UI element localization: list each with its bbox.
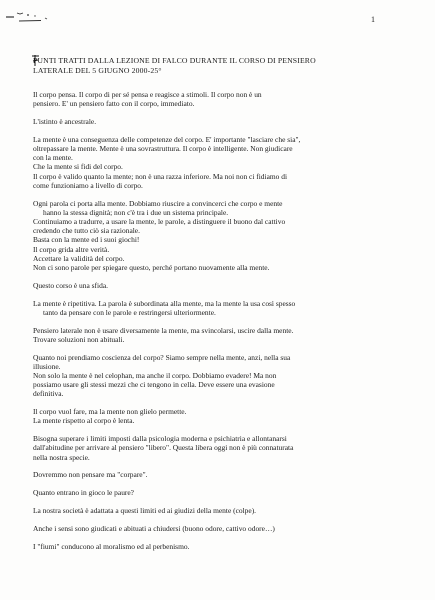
text-line: Quanto noi prendiamo coscienza del corpo? Siamo sempre nella mente, anzi, nella sua (33, 352, 291, 362)
text-line: I "fiumi" conducono al moralismo ed al perbenismo. (33, 541, 190, 551)
text-line: tanto da pensare con le parole e restringersi ulteriormente. (43, 307, 216, 317)
heading-line: PUNTI TRATTI DALLA LEZIONE DI FALCO DURANTE IL CORSO DI PENSIERO (33, 56, 316, 65)
paragraph (33, 90, 413, 108)
text-line: dall'abitudine per arrivare al pensiero "libero". Questa libera oggi non è più connaturata (33, 443, 294, 453)
text-line: Il corpo è valido quanto la mente; non è una razza inferiore. Ma noi non ci fidiamo di (33, 171, 288, 181)
text-line: Bisogna superare i limiti imposti dalla psicologia moderna e psichiatria e allontanarsi (33, 434, 287, 444)
text-line: La mente è una conseguenza delle competenze del corpo. E' importante "lasciare che sia", (33, 134, 301, 144)
text-line: Il corpo vuol fare, ma la mente non glielo permette. (33, 407, 187, 417)
page-number: 1 (371, 15, 375, 24)
paragraph (33, 524, 413, 533)
text-line: Ogni parola ci porta alla mente. Dobbiamo riuscire a convincerci che corpo e mente (33, 198, 283, 208)
text-line: Quanto entrano in gioco le paure? (33, 488, 134, 498)
paragraph (33, 117, 413, 126)
text-line: Il corpo pensa. Il corpo di per sé pensa e reagisce a stimoli. Il corpo non è un (33, 90, 262, 99)
text-line: La mente rispetto al corpo è lenta. (33, 416, 135, 426)
text-line: illusione. (33, 361, 61, 371)
text-line: Accettare la validità del corpo. (33, 253, 125, 263)
heading-line: LATERALE DEL 5 GIUGNO 2000-25° (33, 65, 162, 75)
paragraph (33, 506, 413, 515)
text-line: come funzioniamo a livello di corpo. (33, 180, 143, 190)
document-heading (33, 56, 393, 75)
text-line: Basta con la mente ed i suoi giochi! (33, 235, 140, 245)
text-line: oltrepassare la mente. Mente è una sovrastruttura. Il corpo è intelligente. Non giudicare (33, 144, 293, 153)
text-line: Anche i sensi sono giudicati e abituati a chiudersi (buono odore, cattivo odore…) (33, 523, 275, 533)
text-line: La mente è ripetitiva. La parola è subordinata alla mente, ma la mente la usa così spesso (33, 298, 296, 308)
text-line: con la mente. (33, 153, 73, 163)
paragraph (33, 135, 413, 190)
text-line: Trovare soluzioni non abituali. (33, 334, 125, 344)
text-line: Continuiamo a tradurre, a usare la mente, le parole, a distinguere il buono dal cattivo (33, 217, 286, 227)
text-line: Non solo la mente è nel celophan, ma anche il corpo. Dobbiamo evadere! Ma non (33, 371, 277, 381)
text-line: credendo che tutto ciò sia razionale. (33, 226, 140, 236)
text-line: Il corpo grida altre verità. (33, 244, 110, 254)
paragraph (33, 199, 413, 273)
paragraph (33, 542, 413, 551)
text-line: Pensiero laterale non è usare diversamente la mente, ma svincolarsi, uscire dalla mente. (33, 325, 294, 335)
text-line: Non ci sono parole per spiegare questo, perché portano nuovamente alla mente. (33, 263, 270, 273)
text-line: definitiva. (33, 389, 64, 399)
text-line: Dovremmo non pensare ma "corpare". (33, 470, 148, 480)
text-line: La nostra società è adattata a questi limiti ed ai giudizi della mente (colpe). (33, 506, 257, 516)
text-line: Che la mente si fidi del corpo. (33, 162, 123, 172)
paragraph (33, 326, 413, 344)
paragraph (33, 470, 413, 479)
paragraph (33, 281, 413, 290)
text-line: Questo corso è una sfida. (33, 280, 108, 290)
paragraph (33, 407, 413, 425)
document-body (33, 90, 413, 559)
scan-artifact-mark (5, 5, 75, 27)
text-line: L'istinto è ancestrale. (33, 117, 97, 126)
paragraph (33, 353, 413, 399)
paragraph (33, 488, 413, 497)
text-line: hanno la stessa dignità; non c'è tra i due un sistema principale. (43, 207, 229, 217)
text-line: possiamo usare gli stessi mezzi che ci tengono in cella. Deve essere una evasione (33, 380, 275, 390)
paragraph (33, 434, 413, 462)
text-line: pensiero. E' un pensiero fatto con il corpo, immediato. (33, 99, 195, 109)
paragraph (33, 299, 413, 317)
text-line: nella nostra specie. (33, 452, 90, 462)
